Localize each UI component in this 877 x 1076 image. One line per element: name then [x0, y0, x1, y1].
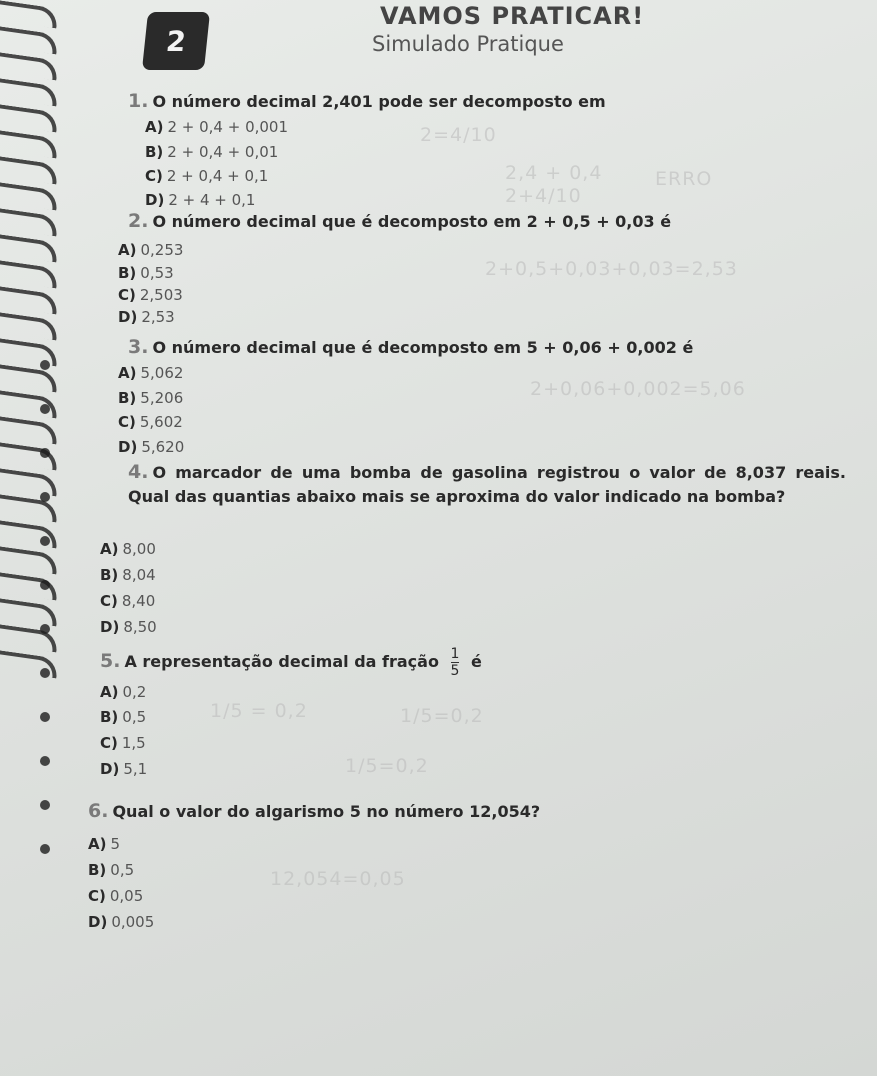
notebook-spiral: [0, 0, 70, 1076]
binding-hole: [40, 844, 50, 854]
option-1d[interactable]: [145, 191, 255, 209]
option-letter: D): [100, 618, 120, 636]
spiral-coil: [0, 572, 59, 601]
binding-hole: [40, 624, 50, 634]
option-letter: A): [88, 835, 107, 853]
option-value: 5,1: [123, 760, 148, 778]
option-5b[interactable]: [100, 708, 146, 726]
option-value: 8,50: [123, 618, 157, 636]
question-text: Qual o valor do algarismo 5 no número 12,054?: [112, 802, 541, 821]
question-text: O marcador de uma bomba de gasolina registrou o valor de 8,037 reais. Qual das quantias abaixo mais se aproxima do valor indicado na bomba?: [128, 463, 846, 506]
option-6b[interactable]: [88, 861, 134, 879]
binding-hole: [40, 404, 50, 414]
question-text: A representação decimal da fração: [124, 652, 439, 671]
fraction-denominator: 5: [450, 663, 460, 679]
option-value: 5,620: [141, 438, 185, 456]
spiral-coil: [0, 52, 59, 81]
fraction: [451, 646, 460, 679]
option-3c[interactable]: [118, 413, 183, 431]
option-6c[interactable]: [88, 887, 143, 905]
option-3b[interactable]: [118, 389, 183, 407]
spiral-coil: [0, 0, 59, 28]
option-letter: C): [100, 592, 118, 610]
option-letter: A): [118, 364, 137, 382]
option-4b[interactable]: [100, 566, 156, 584]
option-letter: C): [88, 887, 106, 905]
handwritten-note: ERRO: [655, 168, 713, 190]
page-title: VAMOS PRATICAR!: [380, 2, 645, 30]
binding-hole: [40, 800, 50, 810]
option-letter: A): [118, 241, 137, 259]
option-value: 5,602: [139, 413, 183, 431]
spiral-coil: [0, 286, 59, 315]
spiral-coil: [0, 416, 59, 445]
option-value: 0,53: [140, 264, 174, 282]
option-letter: D): [88, 913, 108, 931]
binding-hole: [40, 536, 50, 546]
question-number: 1.: [128, 90, 149, 112]
spiral-coil: [0, 546, 59, 575]
option-letter: B): [118, 264, 137, 282]
question-number: 4.: [128, 461, 149, 483]
question-number: 6.: [88, 800, 109, 822]
question-text: O número decimal que é decomposto em 2 + 0,5 + 0,03 é: [152, 212, 672, 231]
spiral-coil: [0, 312, 59, 341]
question-number: 5.: [100, 650, 121, 672]
page-number-badge: 2: [142, 12, 210, 70]
spiral-coil: [0, 234, 59, 263]
question-number: 2.: [128, 210, 149, 232]
option-value: 0,05: [109, 887, 144, 905]
option-value: 0,005: [111, 913, 155, 931]
binding-hole: [40, 448, 50, 458]
option-letter: B): [118, 389, 137, 407]
option-letter: A): [100, 540, 119, 558]
question-text: O número decimal 2,401 pode ser decomposto em: [152, 92, 606, 111]
option-value: 0,5: [122, 708, 147, 726]
page-subtitle: Simulado Pratique: [372, 32, 564, 56]
option-5d[interactable]: [100, 760, 147, 778]
spiral-coil: [0, 78, 59, 107]
option-1b[interactable]: [145, 143, 278, 161]
option-value: 2 + 4 + 0,1: [168, 191, 256, 209]
question-3: [128, 336, 693, 358]
option-value: 2 + 0,4 + 0,1: [166, 167, 269, 185]
option-letter: C): [118, 413, 136, 431]
option-2a[interactable]: [118, 241, 183, 259]
spiral-coil: [0, 650, 59, 679]
option-3a[interactable]: [118, 364, 183, 382]
option-value: 5,206: [140, 389, 184, 407]
option-value: 5: [110, 835, 121, 853]
option-4c[interactable]: [100, 592, 155, 610]
handwritten-note: 12,054=0,05: [270, 868, 406, 890]
spiral-coil: [0, 468, 59, 497]
option-letter: D): [118, 308, 138, 326]
handwritten-note: 2+0,5+0,03+0,03=2,53: [485, 258, 738, 280]
option-value: 2,53: [141, 308, 175, 326]
question-4: [128, 460, 846, 509]
question-6: [88, 800, 540, 822]
option-letter: D): [145, 191, 165, 209]
option-letter: B): [100, 708, 119, 726]
option-value: 8,00: [122, 540, 156, 558]
option-letter: D): [118, 438, 138, 456]
handwritten-note: 1/5=0,2: [400, 705, 484, 727]
question-text-after: é: [471, 652, 482, 671]
question-2: [128, 210, 671, 232]
spiral-coil: [0, 364, 59, 393]
handwritten-note: 1/5 = 0,2: [210, 700, 308, 722]
option-6a[interactable]: [88, 835, 120, 853]
option-letter: C): [100, 734, 118, 752]
spiral-coil: [0, 260, 59, 289]
spiral-coil: [0, 390, 59, 419]
spiral-coil: [0, 130, 59, 159]
handwritten-note: 2+0,06+0,002=5,06: [530, 378, 746, 400]
option-1c[interactable]: [145, 167, 268, 185]
option-value: 5,062: [140, 364, 184, 382]
handwritten-note: 2+4/10: [505, 185, 582, 207]
spiral-coil: [0, 494, 59, 523]
option-value: 0,5: [110, 861, 135, 879]
option-6d[interactable]: [88, 913, 154, 931]
option-letter: A): [100, 683, 119, 701]
option-4d[interactable]: [100, 618, 157, 636]
binding-hole: [40, 756, 50, 766]
option-4a[interactable]: [100, 540, 156, 558]
option-2d[interactable]: [118, 308, 175, 326]
spiral-coil: [0, 182, 59, 211]
option-1a[interactable]: [145, 118, 288, 136]
question-number: 3.: [128, 336, 149, 358]
option-letter: B): [145, 143, 164, 161]
option-letter: B): [88, 861, 107, 879]
option-5c[interactable]: [100, 734, 146, 752]
option-value: 2 + 0,4 + 0,01: [167, 143, 279, 161]
option-2c[interactable]: [118, 286, 183, 304]
spiral-coil: [0, 598, 59, 627]
option-value: 8,40: [121, 592, 156, 610]
spiral-coil: [0, 338, 59, 367]
spiral-coil: [0, 26, 59, 55]
option-letter: A): [145, 118, 164, 136]
option-letter: C): [145, 167, 163, 185]
option-value: 8,04: [122, 566, 156, 584]
question-5: [100, 646, 482, 679]
question-1: [128, 90, 606, 112]
option-5a[interactable]: [100, 683, 146, 701]
handwritten-note: 2=4/10: [420, 124, 497, 146]
binding-hole: [40, 360, 50, 370]
option-letter: D): [100, 760, 120, 778]
option-value: 0,253: [140, 241, 184, 259]
option-3d[interactable]: [118, 438, 184, 456]
binding-hole: [40, 668, 50, 678]
option-value: 2 + 0,4 + 0,001: [167, 118, 289, 136]
binding-hole: [40, 492, 50, 502]
option-value: 1,5: [121, 734, 146, 752]
question-text: O número decimal que é decomposto em 5 + 0,06 + 0,002 é: [152, 338, 694, 357]
option-letter: B): [100, 566, 119, 584]
option-letter: C): [118, 286, 136, 304]
option-value: 2,503: [139, 286, 183, 304]
handwritten-note: 2,4 + 0,4: [505, 162, 603, 184]
handwritten-note: 1/5=0,2: [345, 755, 429, 777]
spiral-coil: [0, 520, 59, 549]
spiral-coil: [0, 104, 59, 133]
binding-hole: [40, 580, 50, 590]
fraction-numerator: 1: [450, 646, 460, 662]
binding-hole: [40, 712, 50, 722]
spiral-coil: [0, 156, 59, 185]
spiral-coil: [0, 624, 59, 653]
option-value: 0,2: [122, 683, 147, 701]
option-2b[interactable]: [118, 264, 174, 282]
spiral-coil: [0, 442, 59, 471]
spiral-coil: [0, 208, 59, 237]
